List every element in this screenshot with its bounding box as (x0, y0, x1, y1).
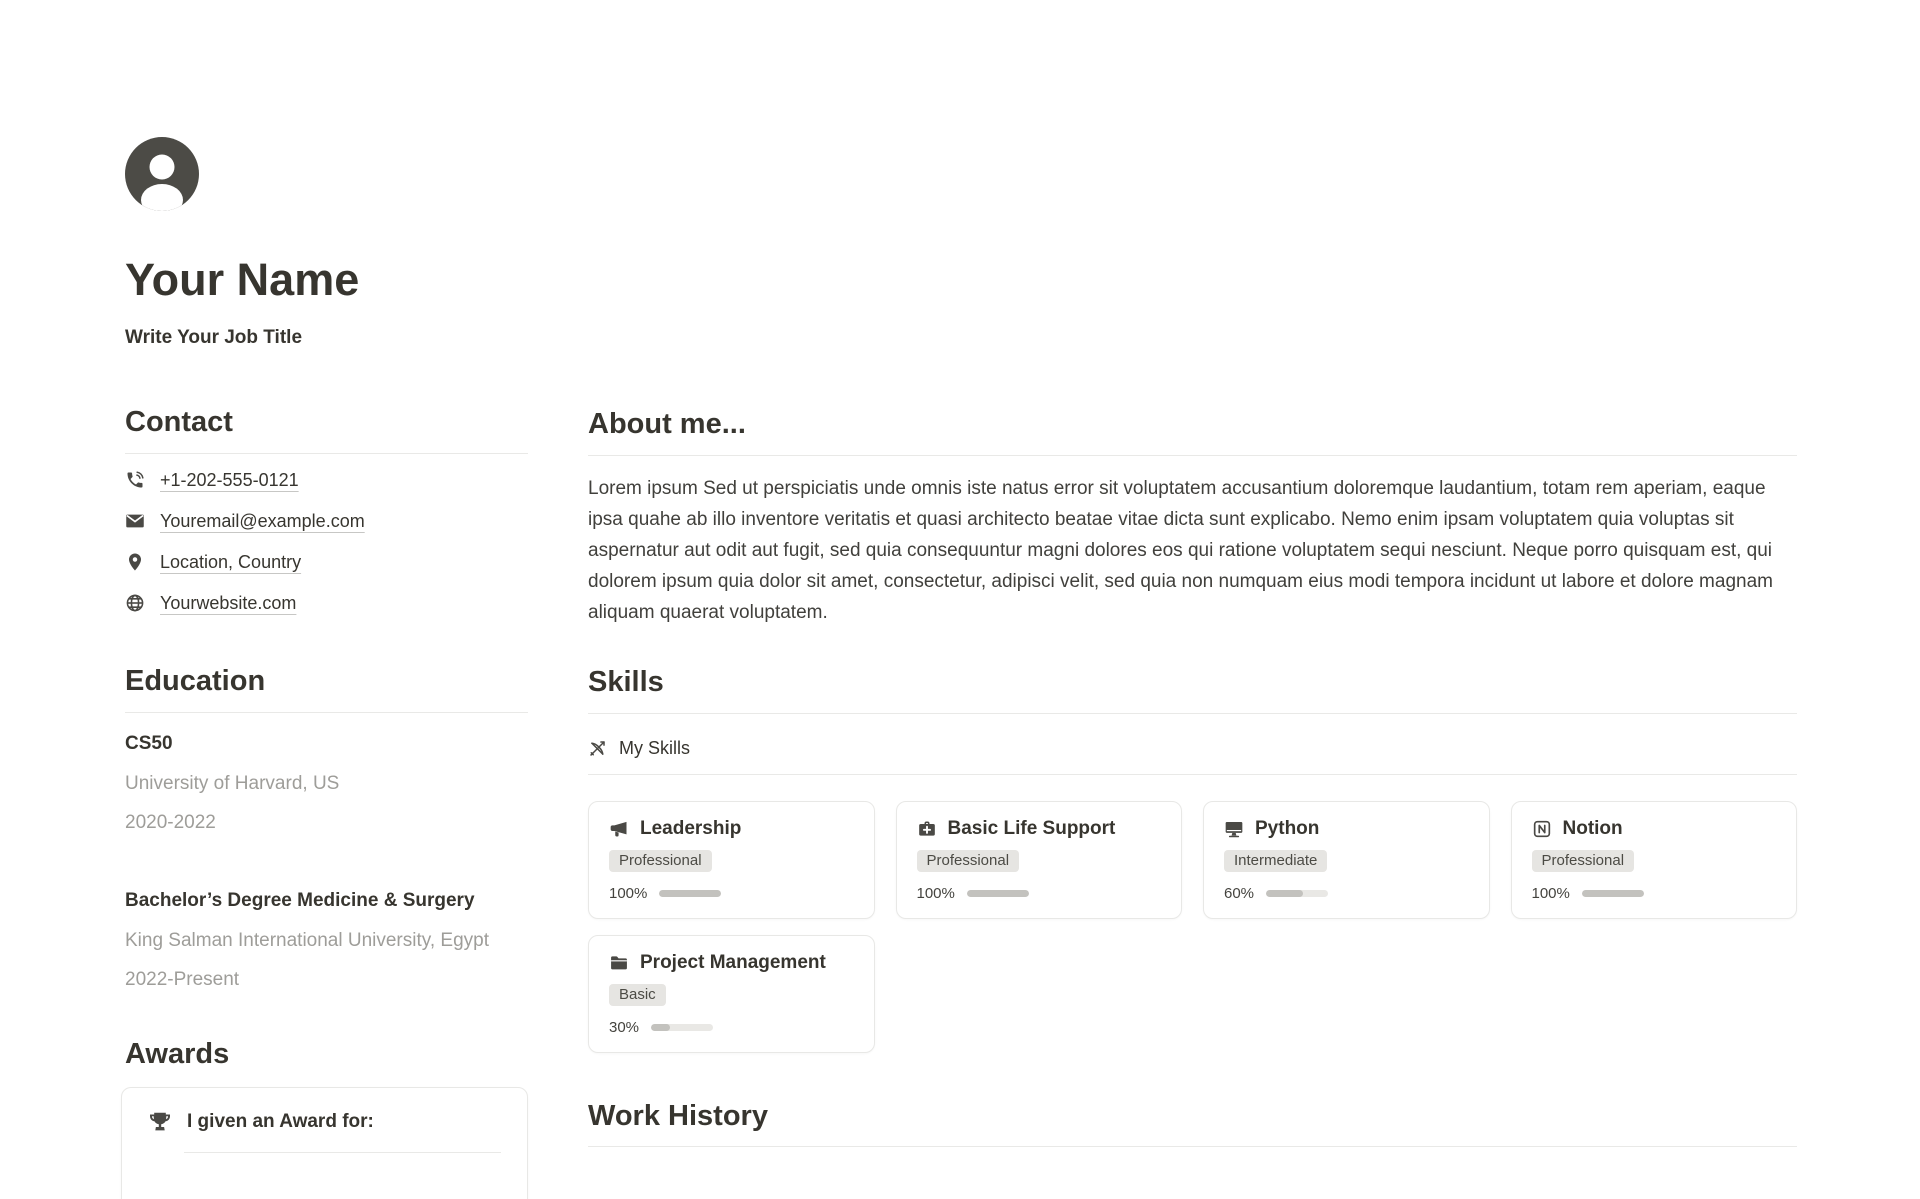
progress-bar (651, 1024, 713, 1031)
skill-level-tag: Basic (609, 984, 666, 1006)
awards-heading: Awards (125, 1037, 230, 1070)
section-divider (125, 712, 528, 713)
notion-logo-icon (1532, 819, 1552, 839)
skill-level-tag: Professional (1532, 850, 1635, 872)
progress-bar-fill (659, 890, 721, 897)
skill-progress (609, 885, 854, 902)
contact-list (125, 460, 528, 624)
skill-card[interactable] (1203, 801, 1490, 919)
page-title: Your Name (125, 254, 360, 305)
skills-collection-title[interactable] (588, 738, 1797, 759)
section-divider (588, 1146, 1797, 1147)
contact-item[interactable] (125, 542, 528, 583)
skill-name: Basic Life Support (947, 817, 1116, 839)
award-row (148, 1110, 501, 1134)
skill-level-tag: Professional (609, 850, 712, 872)
skills-section (588, 665, 1797, 1053)
about-section (588, 407, 1797, 628)
skill-percent: 100% (916, 884, 955, 902)
work-history-section (588, 1099, 1797, 1148)
section-divider (125, 453, 528, 454)
skill-progress (917, 885, 1162, 902)
trophy-icon (148, 1110, 172, 1134)
right-column (588, 407, 1797, 1147)
education-school: King Salman International University, Egypt (125, 929, 489, 951)
monitor-icon (1224, 819, 1244, 839)
award-label: I given an Award for: (187, 1111, 374, 1133)
progress-bar-fill (967, 890, 1029, 897)
contact-section (125, 405, 528, 624)
skill-card-title-row (609, 818, 854, 840)
collection-divider (588, 774, 1797, 775)
skill-card[interactable] (588, 801, 875, 919)
skill-name: Project Management (640, 951, 826, 973)
education-list (125, 733, 528, 991)
first-aid-kit-icon (917, 819, 937, 839)
skill-progress (1224, 885, 1469, 902)
progress-bar-fill (1266, 890, 1303, 897)
about-paragraph: Lorem ipsum Sed ut perspiciatis unde omnis iste natus error sit voluptatem accusantium doloremque laudantium, totam rem aperiam, eaque ipsa quahe ab illo inventore veritatis et quasi architecto beatae vitae dicta sunt explicabo. Nemo enim ipsam voluptatem quia voluptas sit aspernatur aut odit aut fugit, sed quia consequuntur magni dolores eos qui ratione voluptatem sequi nesciunt. Neque porro quisquam est, qui dolorem ipsum quia dolor sit amet, consectetur, adipisci velit, sed quia non numquam eius modi tempora incidunt ut labore et dolore magnam aliquam quaerat voluptatem. (588, 477, 1773, 623)
skill-card[interactable] (1511, 801, 1798, 919)
progress-bar (1266, 890, 1328, 897)
contact-item[interactable] (125, 460, 528, 501)
skill-card-title-row (1532, 818, 1777, 840)
progress-bar-fill (651, 1024, 670, 1031)
education-dates: 2020-2022 (125, 811, 216, 833)
skill-cards-grid (588, 801, 1797, 1053)
award-card[interactable] (121, 1087, 528, 1199)
skill-percent: 100% (1531, 884, 1570, 902)
contact-link[interactable]: Yourwebsite.com (160, 592, 297, 613)
skill-level-tag: Professional (917, 850, 1020, 872)
education-entry (125, 733, 528, 834)
skill-card-title-row (917, 818, 1162, 840)
skills-heading: Skills (588, 665, 664, 698)
award-divider (184, 1152, 501, 1153)
progress-bar (1582, 890, 1644, 897)
work-history-heading: Work History (588, 1099, 768, 1132)
skill-card-title-row (609, 952, 854, 974)
contact-item[interactable] (125, 583, 528, 624)
skill-name: Python (1255, 817, 1320, 839)
skill-percent: 30% (609, 1018, 640, 1036)
progress-bar-fill (1582, 890, 1644, 897)
progress-bar (659, 890, 721, 897)
globe-icon (125, 593, 145, 613)
person-icon (125, 137, 199, 211)
job-title: Write Your Job Title (125, 327, 303, 348)
skill-card-title-row (1224, 818, 1469, 840)
skill-level-tag: Intermediate (1224, 850, 1327, 872)
folder-icon (609, 953, 629, 973)
education-title: CS50 (125, 732, 173, 754)
awards-section (125, 1037, 528, 1199)
bow-arrow-icon (588, 738, 608, 758)
skill-percent: 100% (609, 884, 648, 902)
section-divider (588, 713, 1797, 714)
skill-percent: 60% (1224, 884, 1255, 902)
skill-progress (1532, 885, 1777, 902)
avatar[interactable] (125, 137, 199, 211)
education-entry (125, 890, 528, 991)
skill-name: Leadership (640, 817, 742, 839)
education-title: Bachelor’s Degree Medicine & Surgery (125, 889, 475, 911)
contact-heading: Contact (125, 406, 233, 438)
megaphone-icon (609, 819, 629, 839)
education-heading: Education (125, 664, 266, 697)
contact-item[interactable] (125, 501, 528, 542)
education-school: University of Harvard, US (125, 772, 340, 794)
left-column (125, 137, 528, 1199)
location-pin-icon (125, 552, 145, 572)
section-divider (588, 455, 1797, 456)
progress-bar (967, 890, 1029, 897)
contact-link[interactable]: Location, Country (160, 551, 302, 572)
contact-link[interactable]: Youremail@example.com (160, 510, 365, 531)
skill-progress (609, 1019, 854, 1036)
contact-link[interactable]: +1-202-555-0121 (160, 469, 299, 490)
about-heading: About me... (588, 408, 746, 440)
skill-card[interactable] (896, 801, 1183, 919)
phone-icon (125, 470, 145, 490)
skill-card[interactable] (588, 935, 875, 1053)
mail-icon (125, 511, 145, 531)
education-section (125, 664, 528, 991)
education-dates: 2022-Present (125, 968, 240, 990)
skill-name: Notion (1562, 817, 1623, 839)
skills-collection-label: My Skills (619, 737, 690, 758)
